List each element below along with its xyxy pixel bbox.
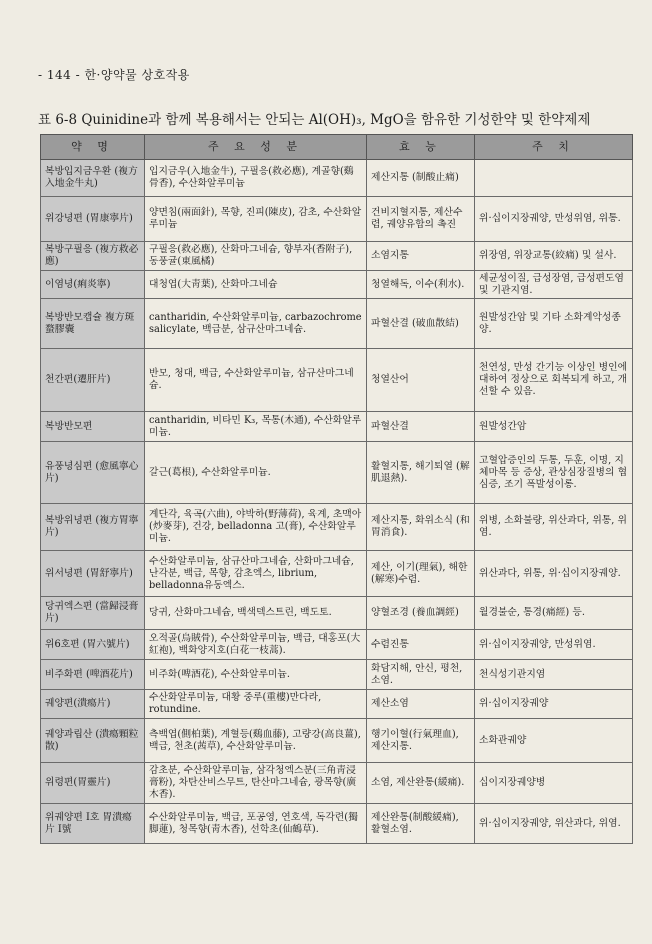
cell-name: 궤양과립산 (潰瘍顆粒散) [41, 719, 145, 763]
table-row [41, 690, 633, 719]
cell-efficacy: 제산지통 (制酸止痛) [367, 160, 475, 197]
cell-ingredients: 당귀, 산화마그네슘, 백색덱스트린, 백도토. [145, 597, 367, 630]
cell-ingredients: 감초분, 수산화알루미늄, 삼각청엑스분(三角靑浸膏粉), 차탄산비스무트, 탄산마그네슘, 광목향(廣木香). [145, 763, 367, 804]
cell-name: 위서녕편 (胃舒寧片) [41, 551, 145, 597]
cell-indication: 십이지장궤양병 [475, 763, 633, 804]
cell-ingredients: cantharidin, 비타민 K₃, 목통(木通), 수산화알루미늄. [145, 412, 367, 442]
cell-indication: 위산과다, 위통, 위·십이지장궤양. [475, 551, 633, 597]
cell-ingredients: 수산화알루미늄, 대황 중루(重樓)만다라, rotundine. [145, 690, 367, 719]
cell-ingredients: 측백엽(側柏葉), 계혈등(鷄血藤), 고량강(高良薑), 백급, 천초(茜草), 수산화알루미늄. [145, 719, 367, 763]
cell-efficacy: 제산완통(制酸緩痛), 활혈소염. [367, 804, 475, 844]
column-header-name: 약 명 [41, 135, 145, 160]
cell-ingredients: 대청엽(大靑葉), 산화마그네슘 [145, 271, 367, 299]
column-header-ingredients: 주 요 성 분 [145, 135, 367, 160]
cell-efficacy: 청열해독, 이수(利水). [367, 271, 475, 299]
table-row [41, 299, 633, 349]
table-row [41, 442, 633, 504]
cell-indication: 세균성이질, 급성장염, 급성편도염 및 기관지염. [475, 271, 633, 299]
table-row [41, 719, 633, 763]
cell-indication: 고혈압증인의 두통, 두훈, 이명, 지체마목 등 증상, 관상심장질병의 협심증, 조기 폭발성이롱. [475, 442, 633, 504]
table-row [41, 349, 633, 412]
cell-ingredients: 반모, 청대, 백급, 수산화알루미늄, 삼규산마그네슘. [145, 349, 367, 412]
cell-efficacy: 청열산어 [367, 349, 475, 412]
cell-name: 유풍녕심편 (愈風寧心片) [41, 442, 145, 504]
table-row [41, 197, 633, 242]
cell-name: 위령편(胃靈片) [41, 763, 145, 804]
cell-indication: 위병, 소화불량, 위산과다, 위통, 위염. [475, 504, 633, 551]
cell-ingredients: 계단각, 육곡(六曲), 야박하(野薄荷), 육계, 초맥아(炒麥芽), 건강, belladonna 고(膏), 수산화알루미늄. [145, 504, 367, 551]
cell-efficacy: 화담지해, 안신, 평천, 소염. [367, 660, 475, 690]
cell-indication: 위·십이지장궤양 [475, 690, 633, 719]
cell-name: 궤양편(潰瘍片) [41, 690, 145, 719]
cell-name: 당귀엑스편 (當歸浸膏片) [41, 597, 145, 630]
column-header-efficacy: 효 능 [367, 135, 475, 160]
cell-name: 위6호편 (胃六號片) [41, 630, 145, 660]
cell-indication: 소화관궤양 [475, 719, 633, 763]
table-header-row [41, 135, 633, 160]
cell-indication: 천식성기관지염 [475, 660, 633, 690]
cell-name: 복방반모캡슐 複方斑蝥膠囊 [41, 299, 145, 349]
cell-name: 복방위녕편 (複方胃寧片) [41, 504, 145, 551]
cell-indication: 위·십이지장궤양, 위산과다, 위염. [475, 804, 633, 844]
column-header-indication: 주 치 [475, 135, 633, 160]
cell-efficacy: 수렴진통 [367, 630, 475, 660]
cell-efficacy: 활혈지통, 해기퇴열 (解肌退熱). [367, 442, 475, 504]
table-row [41, 271, 633, 299]
cell-name: 위궤양편 I호 胃潰瘍片 I號 [41, 804, 145, 844]
cell-efficacy: 파혈산결 (破血散結) [367, 299, 475, 349]
page-header: - 144 - 한·양약물 상호작용 [38, 68, 190, 82]
cell-indication [475, 160, 633, 197]
cell-ingredients: cantharidin, 수산화알루미늄, carbazochrome salicylate, 백급분, 삼규산마그네슘. [145, 299, 367, 349]
table-row [41, 242, 633, 271]
cell-efficacy: 건비지혈지통, 제산수렴, 궤양유합의 촉진 [367, 197, 475, 242]
table-row [41, 412, 633, 442]
table-row [41, 551, 633, 597]
cell-efficacy: 제산, 이기(理氣), 해한(解寒)수렴. [367, 551, 475, 597]
cell-indication: 월경불순, 통경(痛經) 등. [475, 597, 633, 630]
cell-name: 위강녕편 (胃康寧片) [41, 197, 145, 242]
table-row [41, 160, 633, 197]
cell-name: 비주화편 (啤酒花片) [41, 660, 145, 690]
cell-efficacy: 제산소염 [367, 690, 475, 719]
cell-ingredients: 수산화알루미늄, 백급, 포공영, 연호색, 독각련(獨脚蓮), 청목향(靑木香), 선학초(仙鶴草). [145, 804, 367, 844]
table-row [41, 504, 633, 551]
table-row [41, 763, 633, 804]
cell-ingredients: 비주화(啤酒花), 수산화알루미늄. [145, 660, 367, 690]
cell-efficacy: 파혈산결 [367, 412, 475, 442]
cell-efficacy: 양혈조경 (養血調經) [367, 597, 475, 630]
table-title: 표 6-8 Quinidine과 함께 복용해서는 안되는 Al(OH)₃, MgO을 함유한 기성한약 및 한약제제 [38, 112, 591, 128]
cell-name: 복방반모편 [41, 412, 145, 442]
cell-ingredients: 양면침(兩面針), 목향, 진피(陳皮), 감초, 수산화알루미늄 [145, 197, 367, 242]
cell-name: 복방구필응 (複方救必應) [41, 242, 145, 271]
cell-ingredients: 구필응(救必應), 산화마그네슘, 향부자(香附子), 동풍귤(東風橘) [145, 242, 367, 271]
cell-indication: 원발성간암 [475, 412, 633, 442]
cell-name: 복방입지금우환 (複方入地金牛丸) [41, 160, 145, 197]
cell-efficacy: 제산지통, 화위소식 (和胃消食). [367, 504, 475, 551]
cell-indication: 위·십이지장궤양, 만성위염. [475, 630, 633, 660]
table-row [41, 630, 633, 660]
cell-name: 천간편(遷肝片) [41, 349, 145, 412]
cell-indication: 원발성간암 및 기타 소화계악성종양. [475, 299, 633, 349]
cell-indication: 위장염, 위장교통(絞痛) 및 설사. [475, 242, 633, 271]
cell-ingredients: 갈근(葛根), 수산화알루미늄. [145, 442, 367, 504]
cell-ingredients: 오적골(烏賊骨), 수산화알루미늄, 백급, 대홍포(大紅袍), 백화양지호(白花一枝蒿). [145, 630, 367, 660]
cell-indication: 천연성, 만성 간기능 이상인 병인에 대하여 정상으로 회복되게 하고, 개선할 수 있음. [475, 349, 633, 412]
table-row [41, 597, 633, 630]
cell-efficacy: 소염지통 [367, 242, 475, 271]
cell-ingredients: 입지금우(入地金牛), 구필응(救必應), 계골향(鷄骨香), 수산화알루미늄 [145, 160, 367, 197]
cell-ingredients: 수산화알루미늄, 삼규산마그네슘, 산화마그네슘, 난각분, 백급, 목향, 감초엑스, librium, belladonna유동엑스. [145, 551, 367, 597]
drug-table [40, 134, 633, 844]
cell-efficacy: 소염, 제산완통(緩痛). [367, 763, 475, 804]
table-row [41, 804, 633, 844]
cell-name: 이염녕(痢炎寧) [41, 271, 145, 299]
cell-efficacy: 행기이혈(行氣理血), 제산지통. [367, 719, 475, 763]
cell-indication: 위·십이지장궤양, 만성위염, 위통. [475, 197, 633, 242]
table-row [41, 660, 633, 690]
